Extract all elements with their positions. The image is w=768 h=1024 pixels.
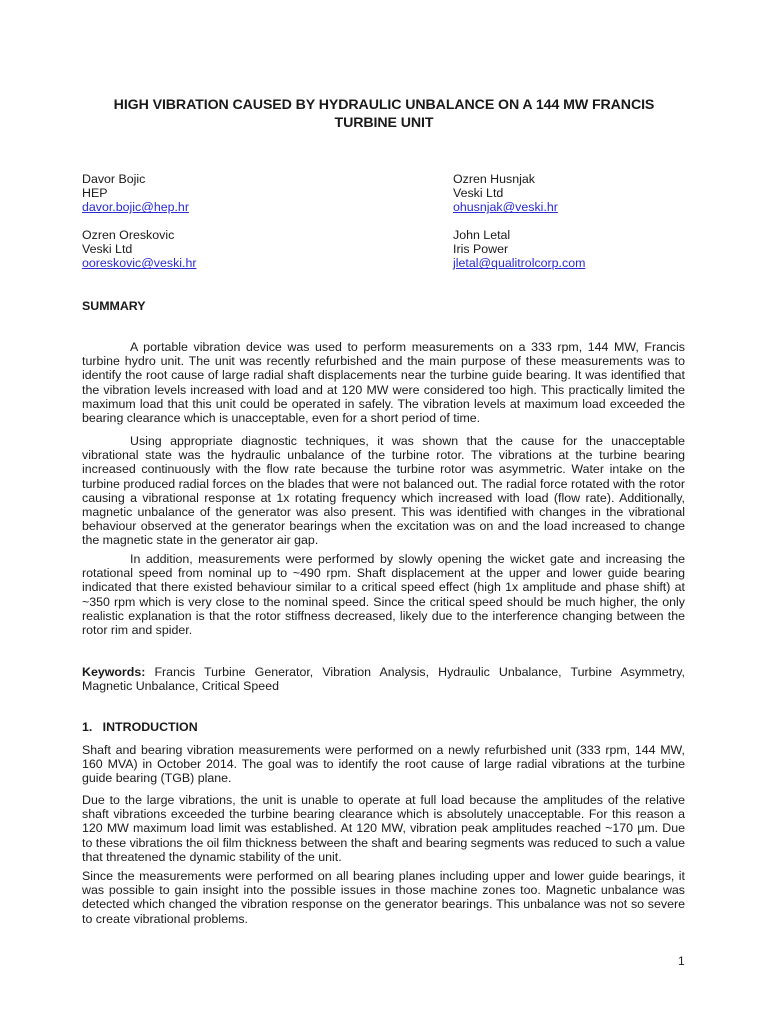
keywords-text: Francis Turbine Generator, Vibration Analysis, Hydraulic Unbalance, Turbine Asymmetry, Magnetic Unbalance, Critical Speed — [82, 665, 685, 694]
keywords — [82, 665, 685, 693]
title-line-1: HIGH VIBRATION CAUSED BY HYDRAULIC UNBALANCE ON A 144 MW FRANCIS — [113, 97, 655, 113]
title-line-2: TURBINE UNIT — [334, 115, 434, 131]
author-block-4 — [453, 228, 585, 271]
summary-paragraph-2: Using appropriate diagnostic techniques, it was shown that the cause for the unacceptable vibrational state was the hydraulic unbalance of the turbine rotor. The vibrations at the turbine bearing increased continuously with the flow rate because the turbine rotor was asymmetric. Water intake on the turbine produced radial forces on the blades that were not balanced out. The radial force rotated with the rotor causing a vibrational response at 1x rotating frequency which increased with load (flow rate). Additionally, magnetic unbalance of the generator was also present. This was identified with changes in the vibrational behaviour observed at the generator bearings when the excitation was on and the load increased to change the magnetic state in the generator air gap. — [82, 434, 685, 548]
summary-paragraph-3: In addition, measurements were performed by slowly opening the wicket gate and increasing the rotational speed from nominal up to ~490 rpm. Shaft displacement at the upper and lower guide bearing indicated that there existed behaviour similar to a critical speed effect (high 1x amplitude and phase shift) at ~350 rpm which is very close to the nominal speed. Since the critical speed should be much higher, the only realistic explanation is that the rotor stiffness decreased, likely due to the interference changing between the rotor rim and spider. — [82, 552, 685, 638]
author-affiliation: HEP — [82, 186, 108, 201]
author-block-2 — [453, 172, 558, 215]
author-affiliation: Veski Ltd — [82, 242, 133, 257]
page-number: 1 — [678, 954, 685, 968]
summary-heading: SUMMARY — [82, 299, 146, 313]
introduction-paragraph-3: Since the measurements were performed on all bearing planes including upper and lower guide bearings, it was possible to gain insight into the possible issues in those machine zones too. Magnetic unbalance was detected which changed the vibration response on the generator bearings. This unbalance was not so severe to create vibrational problems. — [82, 869, 685, 926]
author-affiliation: Iris Power — [453, 242, 509, 257]
author-name: Ozren Husnjak — [453, 172, 535, 186]
keywords-label: Keywords: — [82, 665, 146, 679]
author-email-link[interactable]: ooreskovic@veski.hr — [82, 256, 197, 271]
author-name: Ozren Oreskovic — [82, 228, 175, 242]
author-affiliation: Veski Ltd — [453, 186, 504, 201]
summary-paragraph-1: A portable vibration device was used to perform measurements on a 333 rpm, 144 MW, Francis turbine hydro unit. The unit was recently refurbished and the main purpose of these measurements was to identify the root cause of large radial shaft displacements near the turbine guide bearing. It was identified that the vibration levels increased with load and at 120 MW were considered too high. This practically limited the maximum load that this unit could be operated in safely. The vibration levels at maximum load exceeded the bearing clearance which is unacceptable, even for a short period of time. — [82, 340, 685, 426]
author-email-link[interactable]: davor.bojic@hep.hr — [82, 200, 189, 215]
paper-title — [60, 96, 708, 132]
author-block-1 — [82, 172, 189, 215]
author-email-link[interactable]: ohusnjak@veski.hr — [453, 200, 558, 215]
introduction-paragraph-2: Due to the large vibrations, the unit is unable to operate at full load because the amplitudes of the relative shaft vibrations exceeded the turbine bearing clearance which is absolutely unacceptable. For this reason a 120 MW maximum load limit was established. At 120 MW, vibration peak amplitudes reached ~170 µm. Due to these vibrations the oil film thickness between the shaft and bearing segments was reduced to such a value that threatened the dynamic stability of the unit. — [82, 793, 685, 864]
author-email-link[interactable]: jletal@qualitrolcorp.com — [453, 256, 586, 271]
author-name: John Letal — [453, 228, 511, 242]
introduction-paragraph-1: Shaft and bearing vibration measurements were performed on a newly refurbished unit (333 rpm, 144 MW, 160 MVA) in October 2014. The goal was to identify the root cause of large radial vibrations at the turbine guide bearing (TGB) plane. — [82, 743, 685, 786]
introduction-heading: 1. INTRODUCTION — [82, 720, 198, 734]
author-block-3 — [82, 228, 197, 271]
author-name: Davor Bojic — [82, 172, 146, 186]
